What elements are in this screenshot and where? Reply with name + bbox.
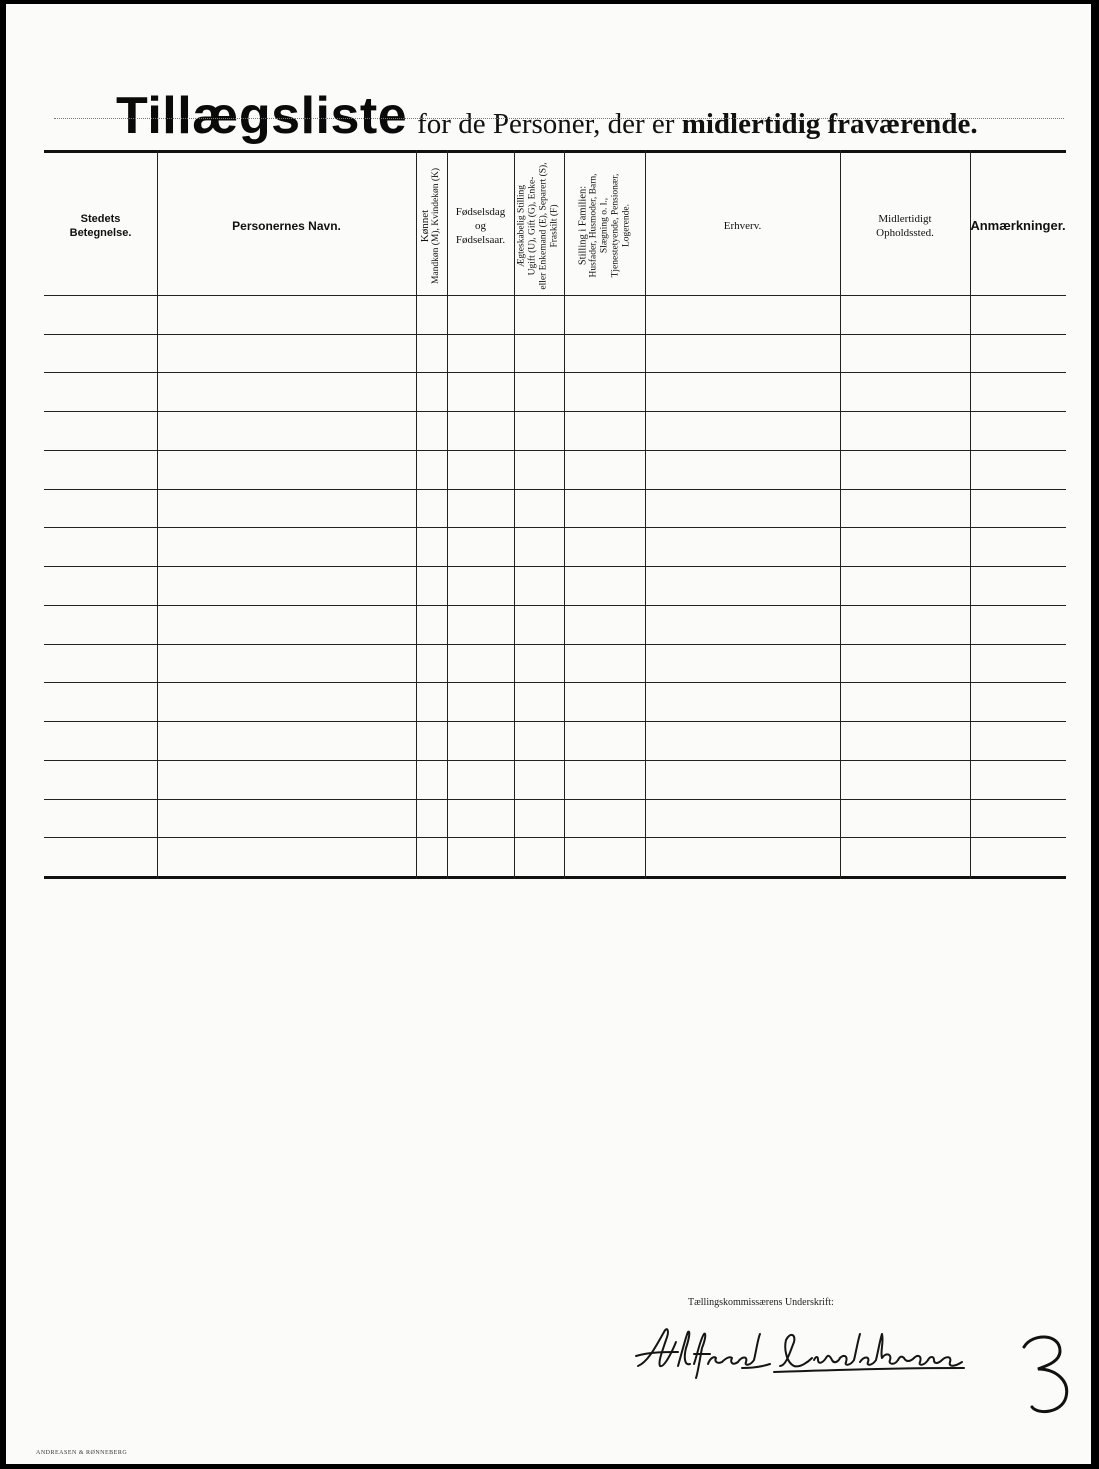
absentee-table — [44, 150, 1066, 879]
header-place-line1: Stedets — [80, 212, 121, 225]
header-birth-line3: Fødselsaar. — [455, 233, 506, 246]
header-family-line1: Stilling i Familien: — [577, 185, 589, 266]
header-marital — [514, 158, 564, 293]
table-row-line — [44, 837, 1066, 838]
table-row-line — [44, 450, 1066, 451]
header-family-line3: Slægning o. l., — [599, 197, 610, 254]
header-temp-residence-line1: Midlertidigt — [878, 212, 932, 225]
header-family-line5: Logerende. — [621, 204, 632, 248]
title-dotted-rule — [54, 118, 1064, 119]
form-title — [116, 86, 978, 146]
table-row-line — [44, 334, 1066, 335]
header-occupation: Erhverv. — [723, 219, 762, 232]
table-row-line — [44, 760, 1066, 761]
table-row-line — [44, 605, 1066, 606]
signature-label: Tællingskommissærens Underskrift: — [688, 1297, 834, 1308]
header-marital-line2: Ugift (U), Gift (G), Enke- — [528, 176, 538, 275]
header-marital-line3: eller Enkemand (E), Separert (S), — [539, 161, 549, 290]
header-place-line2: Betegnelse. — [69, 226, 132, 239]
printer-mark: ANDREASEN & RØNNEBERG — [36, 1450, 128, 1456]
table-top-border — [44, 150, 1066, 153]
title-main: Tillægsliste — [116, 87, 408, 145]
header-gender-line2: Mandkøn (M), Kvindekøn (K) — [431, 167, 442, 284]
header-bottom-border — [44, 295, 1066, 296]
table-bottom-border — [44, 876, 1066, 879]
table-row-line — [44, 682, 1066, 683]
header-gender — [416, 158, 447, 293]
header-birth-line2: og — [475, 219, 486, 232]
table-row-line — [44, 527, 1066, 528]
header-family-line2: Husfader, Husmoder, Barn, — [588, 173, 599, 278]
table-row-line — [44, 411, 1066, 412]
page-number-mark — [1016, 1329, 1076, 1419]
header-names: Personernes Navn. — [232, 218, 341, 233]
table-row-line — [44, 644, 1066, 645]
header-family — [564, 158, 645, 293]
table-row-line — [44, 372, 1066, 373]
table-row-line — [44, 566, 1066, 567]
table-row-line — [44, 799, 1066, 800]
header-marital-line1: Ægteskabelig Stilling — [517, 184, 527, 267]
title-subtitle — [417, 108, 977, 140]
header-gender-line1: Kønnet — [419, 209, 432, 242]
header-birth — [447, 158, 514, 293]
title-bold: midlertidig fraværende. — [681, 108, 978, 140]
header-birth-line1: Fødselsdag — [455, 205, 506, 218]
table-row-line — [44, 489, 1066, 490]
header-family-line4: Tjenestetyende, Pensionær, — [610, 173, 621, 278]
handwritten-signature — [634, 1322, 974, 1382]
header-remarks: Anmærkninger. — [970, 217, 1066, 233]
table-row-line — [44, 721, 1066, 722]
title-part1: for de Personer, der er — [417, 108, 675, 140]
header-temp-residence-line2: Opholdssted. — [876, 226, 934, 239]
header-place — [44, 158, 157, 293]
census-form-page — [6, 4, 1091, 1464]
header-marital-line4: Fraskilt (F) — [550, 204, 560, 248]
header-temp-residence — [840, 158, 970, 293]
